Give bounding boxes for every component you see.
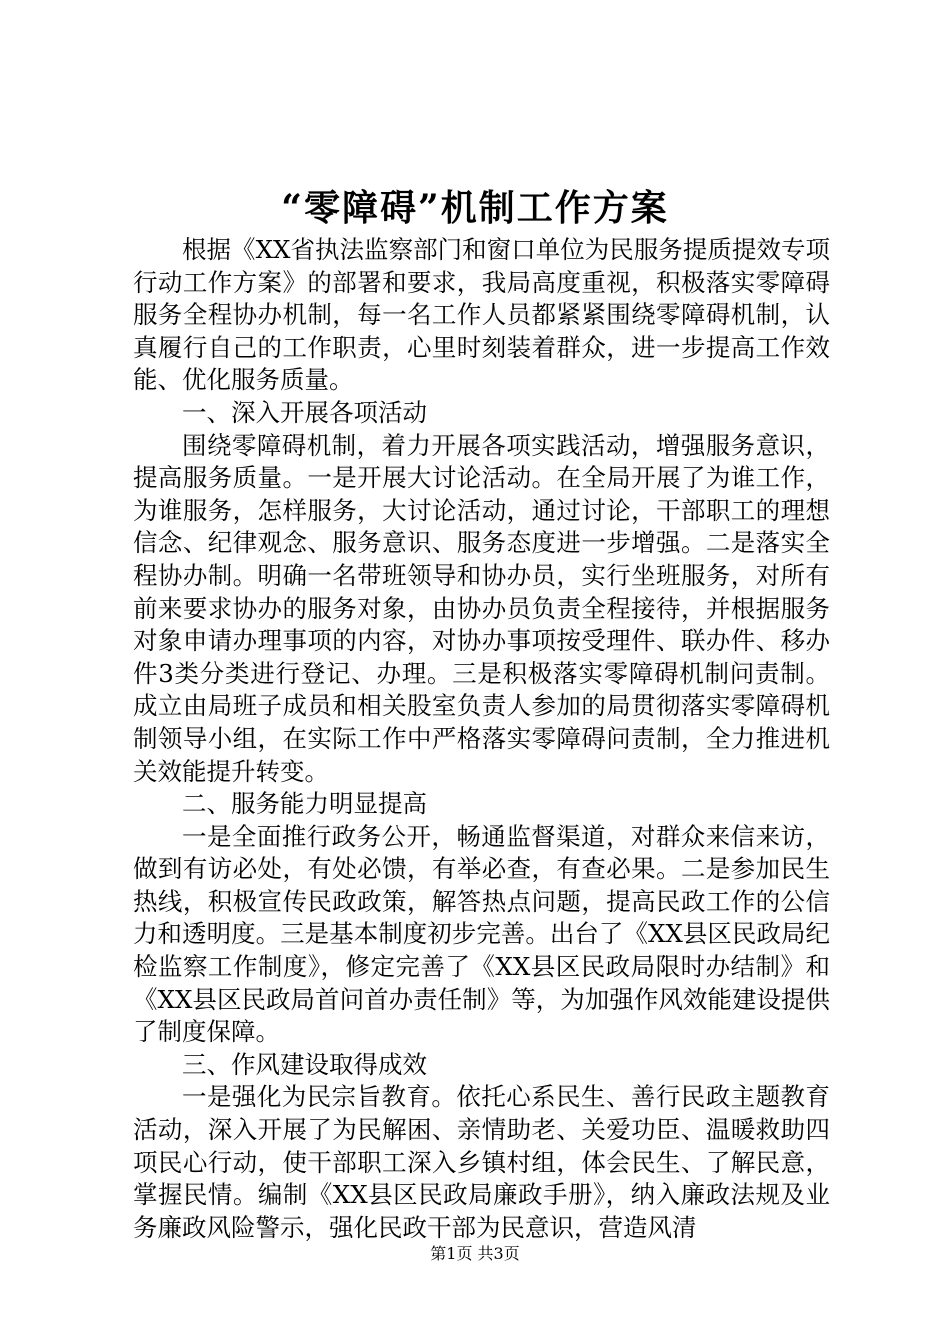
page-footer: 第1页 共3页 — [430, 1244, 520, 1263]
section-3-paragraph: 一是强化为民宗旨教育。依托心系民生、善行民政主题教育活动，深入开展了为民解困、亲情助老、关爱功臣、温暖救助四项民心行动，使干部职工深入乡镇村组，体会民生、了解民意，掌握民情。编制《XX县区民政局廉政手册》，纳入廉政法规及业务廉政风险警示，强化民政干部为民意识，营造风清 — [133, 1082, 830, 1242]
section-heading-1: 一、深入开展各项活动 — [182, 397, 427, 427]
section-heading-2: 二、服务能力明显提高 — [182, 789, 427, 819]
section-2-paragraph: 一是全面推行政务公开，畅通监督渠道，对群众来信来访，做到有访必处，有处必馈，有举必查，有查必果。二是参加民生热线，积极宣传民政政策，解答热点问题，提高民政工作的公信力和透明度。三是基本制度初步完善。出台了《XX县区民政局纪检监察工作制度》，修定完善了《XX县区民政局限时办结制》和《XX县区民政局首问首办责任制》等，为加强作风效能建设提供了制度保障。 — [133, 821, 830, 1047]
section-heading-3: 三、作风建设取得成效 — [182, 1049, 427, 1079]
document-body — [133, 234, 830, 1244]
document-title: “零障碍”机制工作方案 — [281, 187, 669, 229]
intro-paragraph: 根据《XX省执法监察部门和窗口单位为民服务提质提效专项行动工作方案》的部署和要求，我局高度重视，积极落实零障碍服务全程协办机制，每一名工作人员都紧紧围绕零障碍机制，认真履行自己的工作职责，心里时刻装着群众，进一步提高工作效能、优化服务质量。 — [133, 235, 830, 395]
section-1-paragraph: 围绕零障碍机制，着力开展各项实践活动，增强服务意识，提高服务质量。一是开展大讨论活动。在全局开展了为谁工作，为谁服务，怎样服务，大讨论活动，通过讨论，干部职工的理想信念、纪律观念、服务意识、服务态度进一步增强。二是落实全程协办制。明确一名带班领导和协办员，实行坐班服务，对所有前来要求协办的服务对象，由协办员负责全程接待，并根据服务对象申请办理事项的内容，对协办事项按受理件、联办件、移办件3类分类进行登记、办理。三是积极落实零障碍机制问责制。成立由局班子成员和相关股室负责人参加的局贯彻落实零障碍机制领导小组，在实际工作中严格落实零障碍问责制，全力推进机关效能提升转变。 — [133, 430, 830, 786]
